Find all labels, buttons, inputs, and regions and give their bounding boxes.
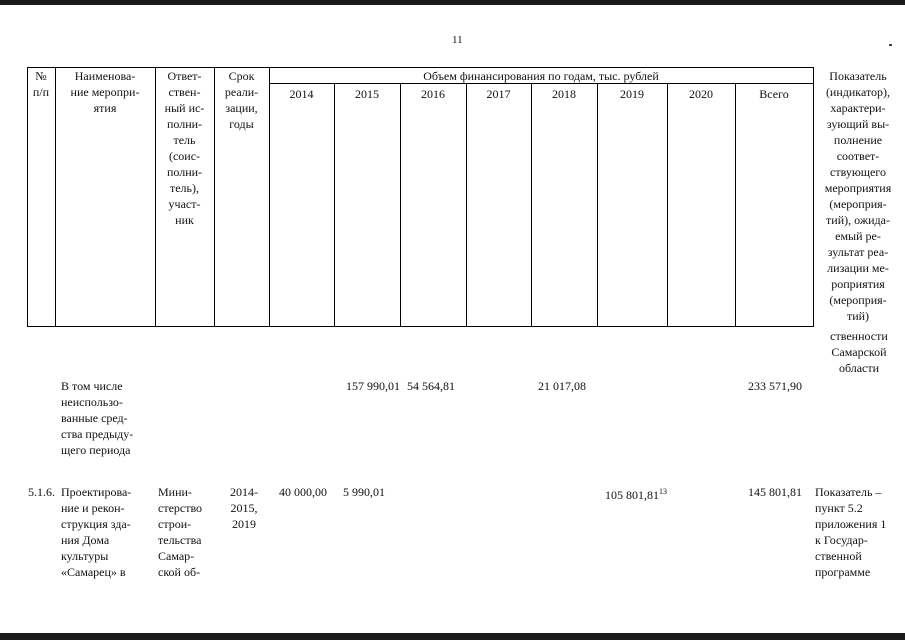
header-year-2015: 2015 [355,87,379,101]
value-2019-amount: 105 801,81 [605,488,659,502]
header-year-2019: 2019 [620,87,644,101]
header-funding: Объем финансирования по годам, тыс. рублей [423,69,659,83]
row-executor: Мини- стерство строи- тельства Самар- ской об- [158,485,203,579]
row-number: 5.1.6. [28,485,55,499]
row-term: 2014- 2015, 2019 [230,485,258,531]
header-year-2016: 2016 [421,87,445,101]
header-indicator: Показатель (индикатор), характери- зующий вы- полнение соответ- ствующего мероприятия (мероприя- тий), ожида- емый ре- зультат реа- лизации ме- роприятия (мероприя- тий) [824,69,892,323]
page-number: 11 [452,34,463,46]
header-name: Наименова- ние меропри- ятия [70,69,140,115]
header-year-2014: 2014 [289,87,314,101]
header-total: Всего [759,87,789,101]
value-2014: 40 000,00 [279,485,327,499]
value-2015: 5 990,01 [343,485,385,499]
value-total: 145 801,81 [748,485,802,499]
scan-speck [889,44,892,46]
header-year-2018: 2018 [552,87,576,101]
header-term: Срок реали- зации, годы [224,69,259,131]
value-2019 [597,484,667,503]
value-2018: 21 017,08 [538,379,586,393]
bottom-border [0,633,905,640]
value-total: 233 571,90 [748,379,802,393]
value-2015: 157 990,01 [346,379,400,393]
header-number: № п/п [32,69,50,99]
top-border [0,0,905,5]
header-year-2020: 2020 [689,87,713,101]
value-2016: 54 564,81 [407,379,455,393]
row-name: В том числе неиспользо- ванные сред- ства предыду- щего периода [61,379,134,457]
footnote-marker: 13 [659,487,667,496]
row-indicator: Показатель – пункт 5.2 приложения 1 к Государ- ственной программе [815,485,887,579]
header-year-2017: 2017 [486,87,511,101]
header-executor: Ответ- ствен- ный ис- полни- тель (соис- полни- тель), участ- ник [164,69,205,227]
row-name: Проектирова- ние и рекон- струкция зда- ния Дома культуры «Самарец» в [61,485,132,579]
indicator-continuation: ственности Самарской области [830,329,888,375]
